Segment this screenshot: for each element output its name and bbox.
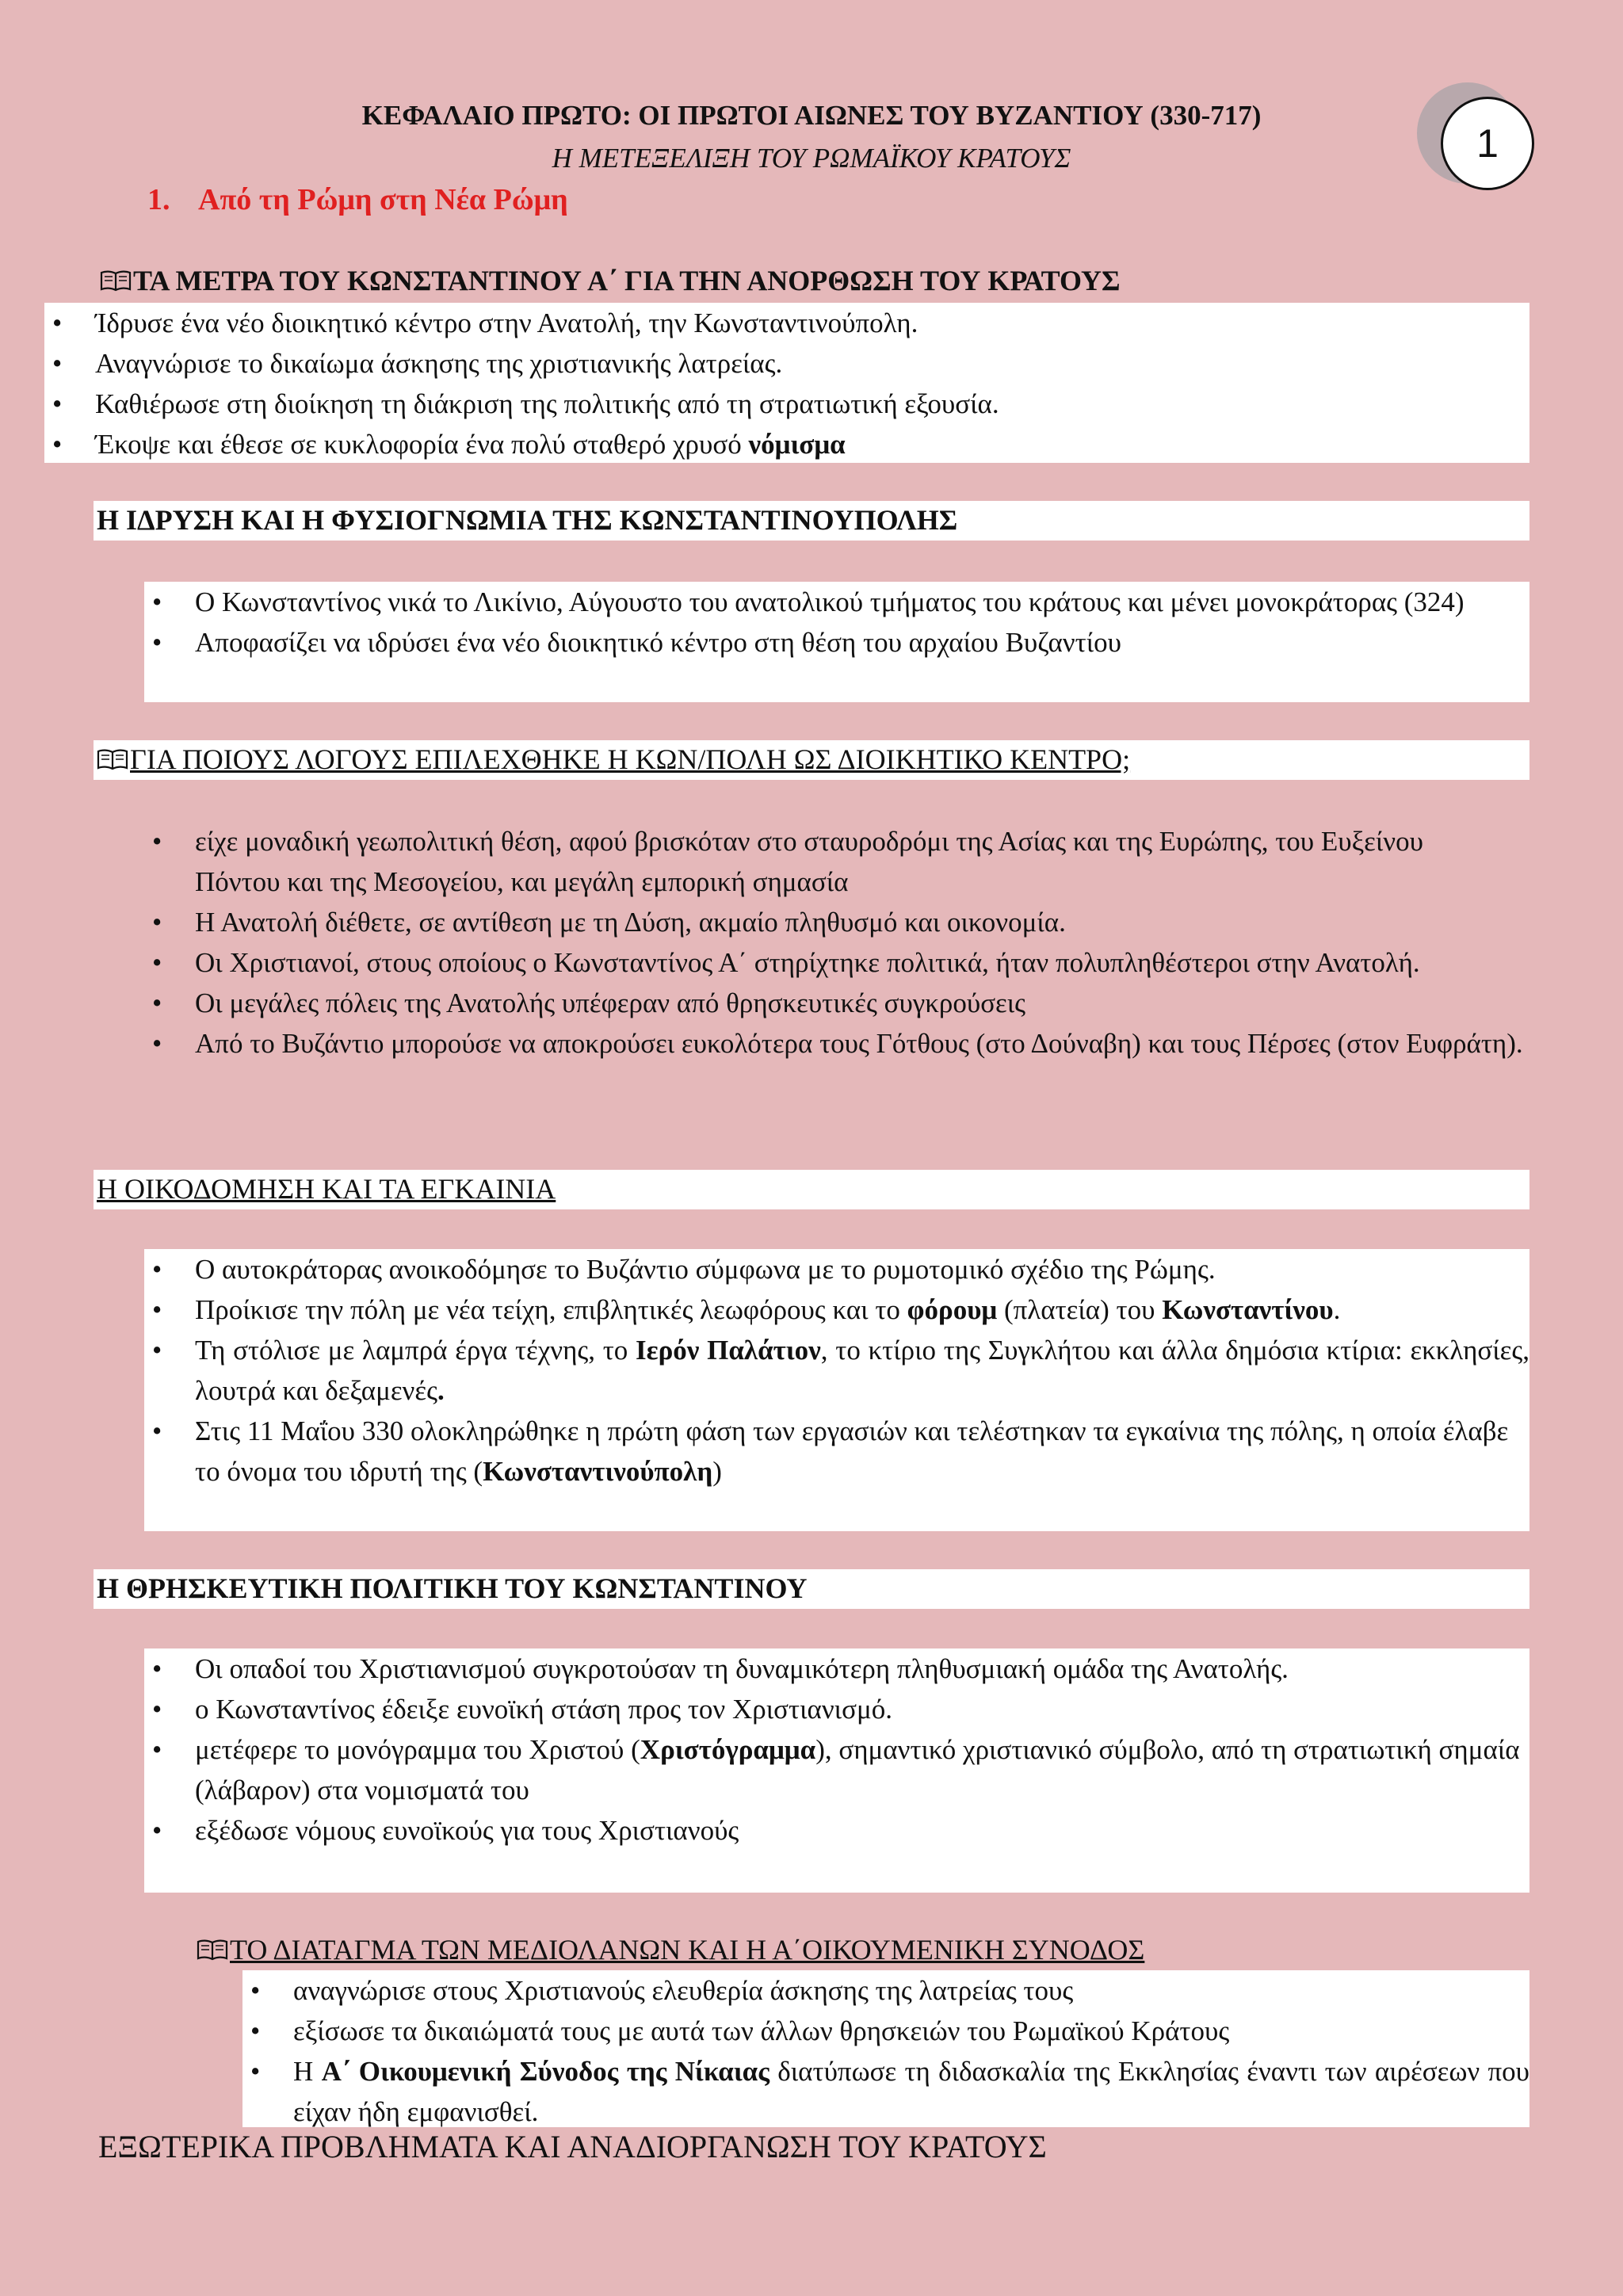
list-item: • Οι οπαδοί του Χριστιανισμού συγκροτούσαν τη δυναμικότερη πληθυσμιακή ομάδα της Ανατολής. [144, 1648, 1529, 1689]
list-item: • Ο αυτοκράτορας ανοικοδόμησε το Βυζάντιο σύμφωνα με το ρυμοτομικό σχέδιο της Ρώμης. [144, 1249, 1529, 1289]
construction-heading: Η ΟΙΚΟΔΟΜΗΣΗ ΚΑΙ ΤΑ ΕΓΚΑΙΝΙΑ [94, 1170, 1529, 1209]
term-nomisma: νόμισμα [748, 429, 846, 460]
list-item: • μετέφερε το μονόγραμμα του Χριστού (Χριστόγραμμα), σημαντικό χριστιανικό σύμβολο, από τη στρατιωτική σημαία (λάβαρον) στα νομισματά του [144, 1729, 1529, 1810]
religion-box [144, 1648, 1529, 1893]
list-item: • Η Ανατολή διέθετε, σε αντίθεση με τη Δύση, ακμαίο πληθυσμό και οικονομία. [144, 902, 1529, 942]
list-item: • Η Α΄ Οικουμενική Σύνοδος της Νίκαιας διατύπωσε τη διδασκαλία της Εκκλησίας έναντι των αιρέσεων που είχαν ήδη εμφανισθεί. [242, 2051, 1529, 2132]
measures-heading [97, 262, 1531, 300]
founding-list [144, 582, 1529, 663]
list-item: • αναγνώρισε στους Χριστιανούς ελευθερία άσκησης της λατρείας τους [242, 1970, 1529, 2011]
construction-box [144, 1249, 1529, 1531]
edict-box [242, 1970, 1529, 2127]
religion-heading: Η ΘΡΗΣΚΕΥΤΙΚΗ ΠΟΛΙΤΙΚΗ ΤΟΥ ΚΩΝΣΤΑΝΤΙΝΟΥ [94, 1569, 1529, 1609]
term-konstantinou: Κωνσταντίνου [1162, 1294, 1334, 1325]
list-item: • Τη στόλισε με λαμπρά έργα τέχνης, το Ιερόν Παλάτιον, το κτίριο της Συγκλήτου και άλλα δημόσια κτίρια: εκκλησίες, λουτρά και δεξαμενές. [144, 1330, 1529, 1411]
list-item: • Αναγνώρισε το δικαίωμα άσκησης της χριστιανικής λατρείας. [44, 343, 1529, 384]
book-icon [97, 748, 128, 770]
edict-heading-text: ΤΟ ΔΙΑΤΑΓΜΑ ΤΩΝ ΜΕΔΙΟΛΑΝΩΝ ΚΑΙ Η Α΄ΟΙΚΟΥΜΕΝΙΚΗ ΣΥΝΟΔΟΣ [230, 1934, 1145, 1966]
page-number-badge [1441, 97, 1534, 190]
list-item: • Από το Βυζάντιο μπορούσε να αποκρούσει ευκολότερα τους Γότθους (στο Δούναβη) και τους Πέρσες (στον Ευφράτη). [144, 1023, 1529, 1064]
book-icon [100, 269, 132, 292]
measures-list [44, 303, 1529, 464]
edict-list [242, 1970, 1529, 2132]
book-icon [197, 1939, 228, 1961]
page-number: 1 [1476, 121, 1499, 166]
list-item: • Προίκισε την πόλη με νέα τείχη, επιβλητικές λεωφόρους και το φόρουμ (πλατεία) του Κωνσταντίνου. [144, 1289, 1529, 1330]
list-item: • Οι μεγάλες πόλεις της Ανατολής υπέφεραν από θρησκευτικές συγκρούσεις [144, 983, 1529, 1023]
religion-list [144, 1648, 1529, 1851]
section-number: 1. [147, 183, 170, 216]
founding-heading: Η ΙΔΡΥΣΗ ΚΑΙ Η ΦΥΣΙΟΓΝΩΜΙΑ ΤΗΣ ΚΩΝΣΤΑΝΤΙΝΟΥΠΟΛΗΣ [94, 501, 1529, 541]
list-item: • Καθιέρωσε στη διοίκηση τη διάκριση της πολιτικής από τη στρατιωτική εξουσία. [44, 384, 1529, 424]
list-item: • εξίσωσε τα δικαιώματά τους με αυτά των άλλων θρησκειών του Ρωμαϊκού Κράτους [242, 2011, 1529, 2051]
list-item: • Έκοψε και έθεσε σε κυκλοφορία ένα πολύ σταθερό χρυσό νόμισμα [44, 424, 1529, 464]
reasons-heading [94, 740, 1529, 780]
term-ieron-palation: Ιερόν Παλάτιον [636, 1335, 821, 1366]
list-item: • Οι Χριστιανοί, στους οποίους ο Κωνσταντίνος Α΄ στηρίχτηκε πολιτικά, ήταν πολυπληθέστεροι στην Ανατολή. [144, 942, 1529, 983]
construction-list [144, 1249, 1529, 1492]
list-item: • ο Κωνσταντίνος έδειξε ευνοϊκή στάση προς τον Χριστιανισμό. [144, 1689, 1529, 1729]
measures-heading-text: ΤΑ ΜΕΤΡΑ ΤΟΥ ΚΩΝΣΤΑΝΤΙΝΟΥ Α΄ ΓΙΑ ΤΗΝ ΑΝΟΡΘΩΣΗ ΤΟΥ ΚΡΑΤΟΥΣ [133, 265, 1121, 296]
list-item: • Ίδρυσε ένα νέο διοικητικό κέντρο στην Ανατολή, την Κωνσταντινούπολη. [44, 303, 1529, 343]
list-item: • Στις 11 Μαΐου 330 ολοκληρώθηκε η πρώτη φάση των εργασιών και τελέστηκαν τα εγκαίνια της πόλης, η οποία έλαβε το όνομα του ιδρυτή της (Κωνσταντινούπολη) [144, 1411, 1529, 1492]
term-forum: φόρουμ [907, 1294, 998, 1325]
founding-box [144, 582, 1529, 702]
chapter-title: ΚΕΦΑΛΑΙΟ ΠΡΩΤΟ: ΟΙ ΠΡΩΤΟΙ ΑΙΩΝΕΣ ΤΟΥ ΒΥΖΑΝΤΙΟΥ (330-717) [361, 100, 1262, 131]
reasons-section [144, 821, 1529, 1064]
term-first-council-nicaea: Α΄ Οικουμενική Σύνοδος της Νίκαιας [321, 2056, 769, 2087]
reasons-list [144, 821, 1529, 1064]
reasons-heading-text: ΓΙΑ ΠΟΙΟΥΣ ΛΟΓΟΥΣ ΕΠΙΛΕΧΘΗΚΕ Η ΚΩΝ/ΠΟΛΗ ΩΣ ΔΙΟΙΚΗΤΙΚΟ ΚΕΝΤΡΟ; [130, 743, 1131, 775]
measures-box [44, 303, 1529, 463]
chapter-subtitle: Η ΜΕΤΕΞΕΛΙΞΗ ΤΟΥ ΡΩΜΑΪΚΟΥ ΚΡΑΤΟΥΣ [552, 143, 1071, 174]
section-heading [147, 182, 568, 217]
list-item: • Αποφασίζει να ιδρύσει ένα νέο διοικητικό κέντρο στη θέση του αρχαίου Βυζαντίου [144, 622, 1529, 663]
list-item: • είχε μοναδική γεωπολιτική θέση, αφού βρισκόταν στο σταυροδρόμι της Ασίας και της Ευρώπης, του Ευξείνου Πόντου και της Μεσογείου, και μεγάλη εμπορική σημασία [144, 821, 1529, 902]
edict-heading [193, 1931, 1144, 1969]
term-konstantinoupoli: Κωνσταντινούπολη [483, 1456, 713, 1487]
list-item: • Ο Κωνσταντίνος νικά το Λικίνιο, Αύγουστο του ανατολικού τμήματος του κράτους και μένει μονοκράτορας (324) [144, 582, 1529, 622]
term-christogramma: Χριστόγραμμα [640, 1734, 816, 1765]
list-item: • εξέδωσε νόμους ευνοϊκούς για τους Χριστιανούς [144, 1810, 1529, 1851]
section-title: Από τη Ρώμη στη Νέα Ρώμη [198, 183, 568, 216]
next-section-heading: ΕΞΩΤΕΡΙΚΑ ΠΡΟΒΛΗΜΑΤΑ ΚΑΙ ΑΝΑΔΙΟΡΓΑΝΩΣΗ ΤΟΥ ΚΡΑΤΟΥΣ [98, 2129, 1047, 2164]
